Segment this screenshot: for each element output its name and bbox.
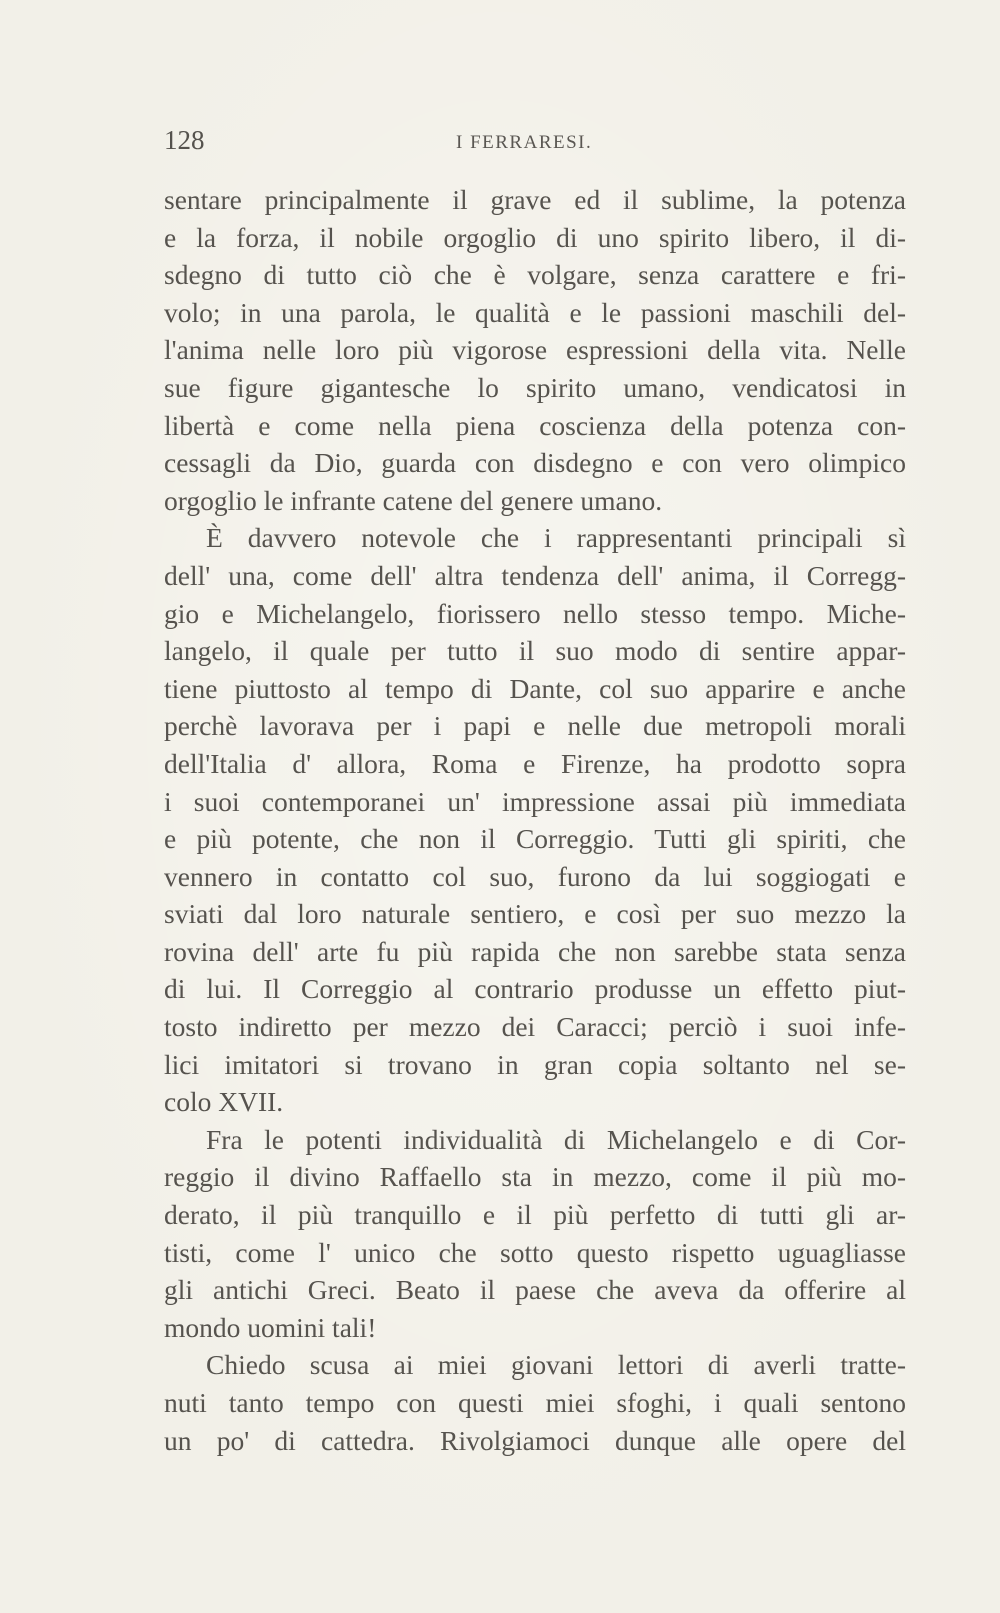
text-line: tiene piuttosto al tempo di Dante, col suo apparire e anche <box>164 672 906 704</box>
text-line: e più potente, che non il Correggio. Tutti gli spiriti, che <box>164 823 906 855</box>
text-line: volo; in una parola, le qualità e le passioni maschili del- <box>164 296 906 328</box>
text-line: derato, il più tranquillo e il più perfetto di tutti gli ar- <box>164 1199 906 1231</box>
text-line: lici imitatori si trovano in gran copia soltanto nel se- <box>164 1048 906 1080</box>
text-line: un po' di cattedra. Rivolgiamoci dunque alle opere del <box>164 1424 906 1456</box>
page-header <box>164 125 906 165</box>
text-line: dell' una, come dell' altra tendenza dell' anima, il Corregg- <box>164 559 906 591</box>
text-line: sentare principalmente il grave ed il sublime, la potenza <box>164 184 906 215</box>
text-line: reggio il divino Raffaello sta in mezzo, come il più mo- <box>164 1161 906 1193</box>
text-line: vennero in contatto col suo, furono da lui soggiogati e <box>164 860 906 892</box>
text-line: langelo, il quale per tutto il suo modo di sentire appar- <box>164 635 906 667</box>
text-line: rovina dell' arte fu più rapida che non sarebbe stata senza <box>164 935 906 967</box>
text-line: sue figure gigantesche lo spirito umano, vendicatosi in <box>164 371 906 403</box>
text-line: mondo uomini tali! <box>164 1311 377 1343</box>
text-line: orgoglio le infrante catene del genere umano. <box>164 484 663 516</box>
text-line: sviati dal loro naturale sentiero, e così per suo mezzo la <box>164 898 906 930</box>
text-line: cessagli da Dio, guarda con disdegno e con vero olimpico <box>164 447 906 479</box>
text-line: Chiedo scusa ai miei giovani lettori di averli tratte- <box>206 1349 906 1381</box>
text-line: gio e Michelangelo, fiorissero nello stesso tempo. Miche- <box>164 597 906 629</box>
text-line: dell'Italia d' allora, Roma e Firenze, ha prodotto sopra <box>164 747 906 779</box>
page-number: 128 <box>164 125 205 155</box>
text-line: i suoi contemporanei un' impressione assai più immediata <box>164 785 906 817</box>
text-line: e la forza, il nobile orgoglio di uno spirito libero, il di- <box>164 221 906 253</box>
text-line: libertà e come nella piena coscienza della potenza con- <box>164 409 906 441</box>
text-line: di lui. Il Correggio al contrario produsse un effetto piut- <box>164 973 906 1005</box>
text-line: È davvero notevole che i rappresentanti principali sì <box>206 522 906 554</box>
text-line: nuti tanto tempo con questi miei sfoghi, i quali sentono <box>164 1387 906 1418</box>
text-line: tosto indiretto per mezzo dei Caracci; perciò i suoi infe- <box>164 1011 906 1043</box>
body-text <box>164 181 906 1459</box>
running-title: I FERRARESI. <box>456 132 593 153</box>
text-line: l'anima nelle loro più vigorose espressioni della vita. Nelle <box>164 334 906 366</box>
text-line: Fra le potenti individualità di Michelangelo e di Cor- <box>206 1123 906 1155</box>
text-line: tisti, come l' unico che sotto questo rispetto uguagliasse <box>164 1236 906 1268</box>
text-line: gli antichi Greci. Beato il paese che aveva da offerire al <box>164 1274 906 1306</box>
text-line: perchè lavorava per i papi e nelle due metropoli morali <box>164 710 906 742</box>
text-line: colo XVII. <box>164 1086 284 1118</box>
text-line: sdegno di tutto ciò che è volgare, senza carattere e fri- <box>164 259 906 291</box>
